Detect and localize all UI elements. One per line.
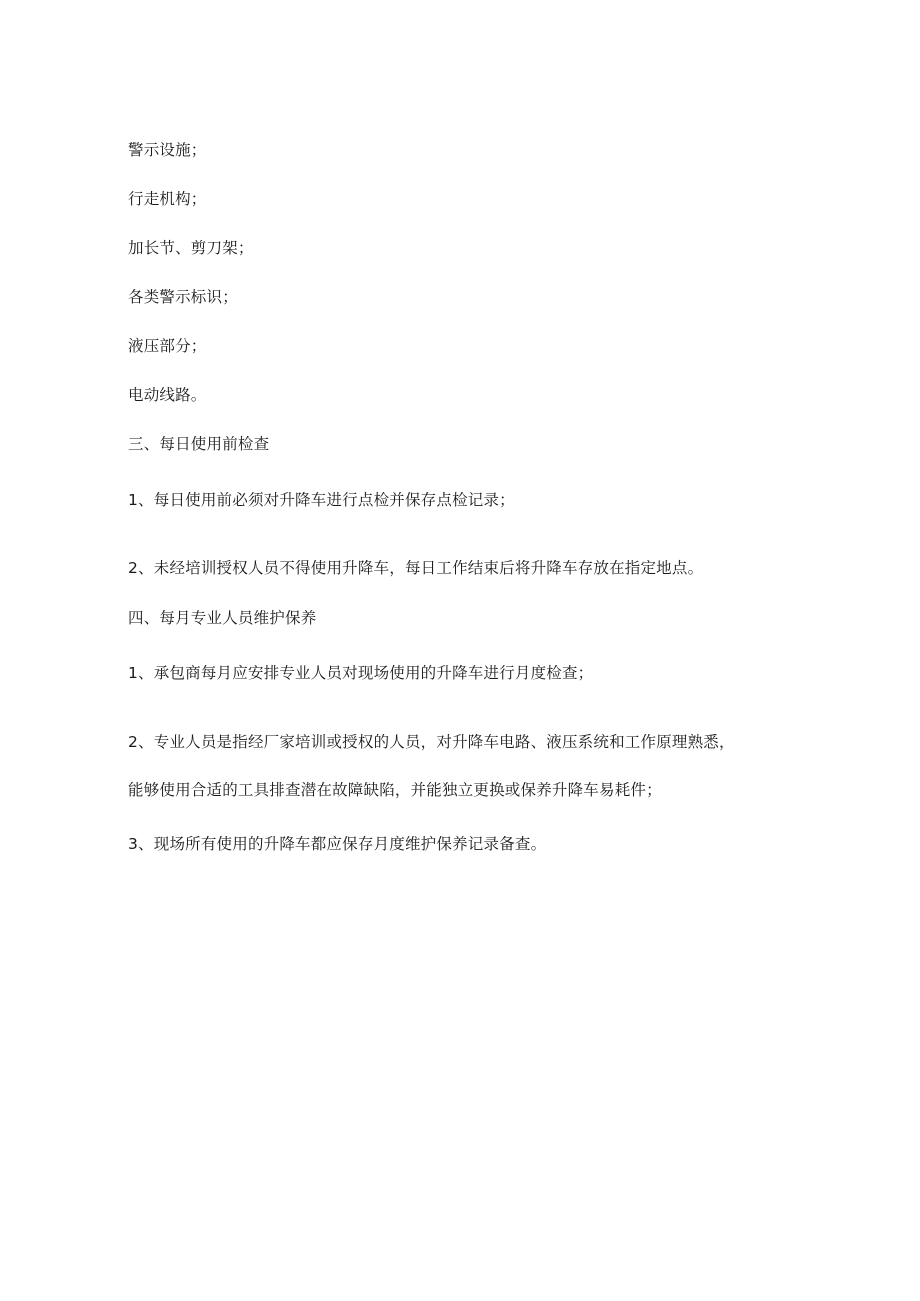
paragraph-daily-1: 1、每日使用前必须对升降车进行点检并保存点检记录； [128,491,515,509]
list-item-electrical: 电动线路。 [128,386,207,404]
paragraph-monthly-2: 2、专业人员是指经厂家培训或授权的人员，对升降车电路、液压系统和工作原理熟悉， [128,733,735,751]
section-heading-daily-check: 三、每日使用前检查 [128,435,270,453]
list-item-warning-signs: 各类警示标识； [128,288,238,306]
paragraph-monthly-2-cont: 能够使用合适的工具排查潜在故障缺陷，并能独立更换或保养升降车易耗件； [128,781,662,799]
list-item-hydraulics: 液压部分； [128,337,207,355]
paragraph-monthly-1: 1、承包商每月应安排专业人员对现场使用的升降车进行月度检查； [128,664,594,682]
section-heading-monthly: 四、每月专业人员维护保养 [128,609,317,627]
list-item-extension-scissor: 加长节、剪刀架； [128,239,254,257]
list-item-travel-mechanism: 行走机构； [128,190,207,208]
list-item-warning-facilities: 警示设施； [128,141,207,159]
paragraph-monthly-3: 3、现场所有使用的升降车都应保存月度维护保养记录备查。 [128,835,547,853]
paragraph-daily-2: 2、未经培训授权人员不得使用升降车，每日工作结束后将升降车存放在指定地点。 [128,559,704,577]
